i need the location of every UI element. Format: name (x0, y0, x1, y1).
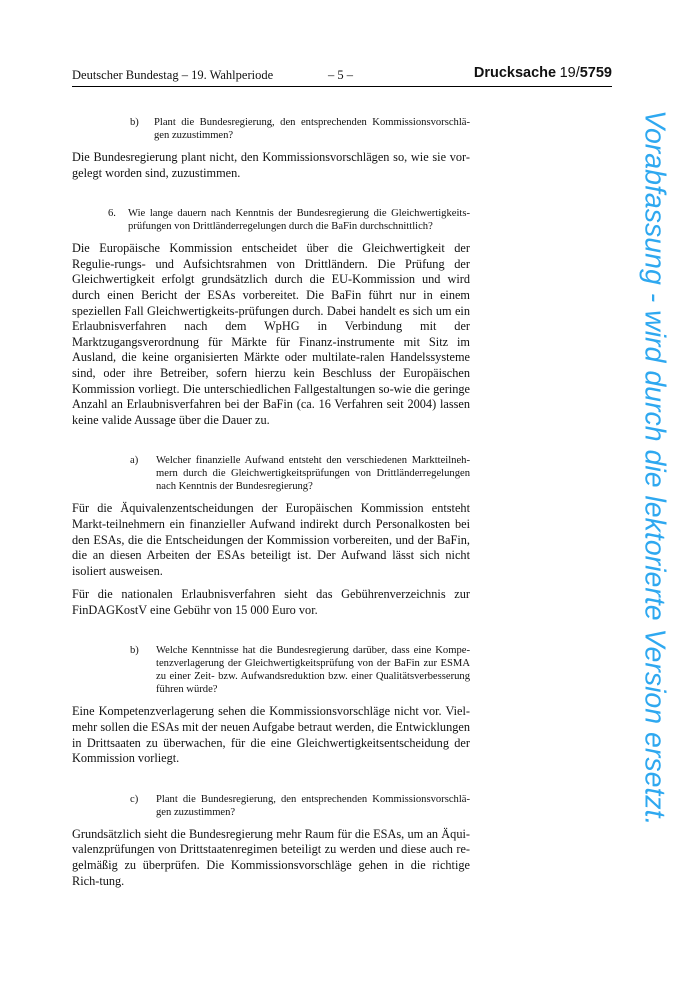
answer-paragraph: Die Bundesregierung plant nicht, den Kommissionsvorschlägen so, wie sie vor-gelegt worden sind, zuzustimmen. (72, 150, 470, 180)
header-page-number: – 5 – (328, 68, 353, 82)
header-doc-number: 5759 (579, 65, 612, 81)
header-publisher: Deutscher Bundestag – 19. Wahlperiode (72, 68, 274, 82)
draft-watermark: Vorabfassung - wird durch die lektorierte Version ersetzt. (638, 110, 671, 826)
answer-paragraph: Eine Kompetenzverlagerung sehen die Kommissionsvorschläge nicht vor. Viel-mehr sollen die ESAs mit der neuen Aufgabe betraut werden, die Entwicklungen in Drittsaaten zu überwachen, für die eine Gleichwertigkeitsentscheidung der Kommission vorliegt. (72, 704, 470, 766)
question-text: Plant die Bundesregierung, den entsprechenden Kommissionsvorschlä-gen zuzustimmen? (156, 793, 470, 818)
question-block (72, 454, 470, 493)
question-label: b) (130, 645, 139, 657)
question-label: 6. (108, 208, 116, 220)
answer-paragraph: Für die nationalen Erlaubnisverfahren sieht das Gebührenverzeichnis zur FinDAGKostV eine Gebühr von 15 000 Euro vor. (72, 587, 470, 617)
question-label: b) (130, 117, 139, 128)
header-document-id (474, 65, 612, 81)
header-doc-prefix: 19/ (559, 65, 580, 81)
answer-paragraph: Die Europäische Kommission entscheidet über die Gleichwertigkeit der Regulie-rungs- und Aufsichtsrahmen von Drittländern. Die Prüfung der Gleichwertigkeit erfolgt grundsätzlich durch die EU-Kommission und wird durch einen Bericht der ESAs vorbereitet. Die BaFin führt nur in einem speziellen Fall Gleichwertigkeits-prüfungen durch. Dabei handelt es sich um ein Erlaubnisverfahren nach dem WpHG in Verbindung mit der Marktzugangsverordnung für Märkte für Finanz-instrumente mit Sitz im Ausland, die keine organisierten Märkte oder multilate-ralen Handelssysteme sind, oder ihre Betreiber, sofern hierzu kein Beschluss der Europäischen Kommission vorliegt. Die unterschiedlichen Fallgestaltungen so-wie die geringe Anzahl an Erlaubnisverfahren bei der BaFin (ca. 16 Verfahren seit 2004) lassen keine valide Aussage über die Dauer zu. (72, 241, 470, 427)
header-doc-label: Drucksache (473, 65, 557, 81)
question-text: Wie lange dauern nach Kenntnis der Bundesregierung die Gleichwertigkeits-prüfungen von Drittländerregelungen durch die BaFin durchschnittlich? (128, 208, 470, 233)
question-label: c) (130, 793, 139, 805)
question-block (72, 644, 470, 696)
question-text: Plant die Bundesregierung, den entsprechenden Kommissionsvorschlä-gen zuzustimmen? (154, 117, 470, 141)
answer-paragraph: Für die Äquivalenzentscheidungen der Europäischen Kommission entsteht Markt-teilnehmern ein finanzieller Aufwand indirekt durch Personalkosten bei den ESAs, die die Entscheidungen der Kommission vorbereiten, und der BaFin, die an diesen Arbeiten der ESAs beteiligt ist. Der Aufwand lässt sich nicht isoliert ausweisen. (72, 501, 470, 578)
question-block (72, 793, 470, 819)
answer-paragraph: Grundsätzlich sieht die Bundesregierung mehr Raum für die ESAs, um an Äqui-valenzprüfungen von Drittstaatenregimen beteiligt zu werden und diese auch re-gelmäßig zu überprüfen. Die Kommissionsvorschläge gehen in die richtige Rich-tung. (72, 826, 470, 888)
question-label: a) (130, 455, 139, 467)
page-header (72, 66, 612, 87)
question-block (72, 116, 470, 142)
document-body (72, 110, 470, 889)
question-text: Welche Kenntnisse hat die Bundesregierung darüber, dass eine Kompe-tenzverlagerung der Gleichwertigkeitsprüfung von der BaFin zur ESMA zu einer Zeit- bzw. Aufwandsreduktion bzw. einer Qualitätsverbesserung führen würde? (156, 645, 470, 696)
question-text: Welcher finanzielle Aufwand entsteht den verschiedenen Marktteilneh-mern durch die Gleichwertigkeitsprüfungen von Drittländerregelungen nach Kenntnis der Bundesregierung? (156, 455, 470, 493)
question-block (72, 207, 470, 233)
